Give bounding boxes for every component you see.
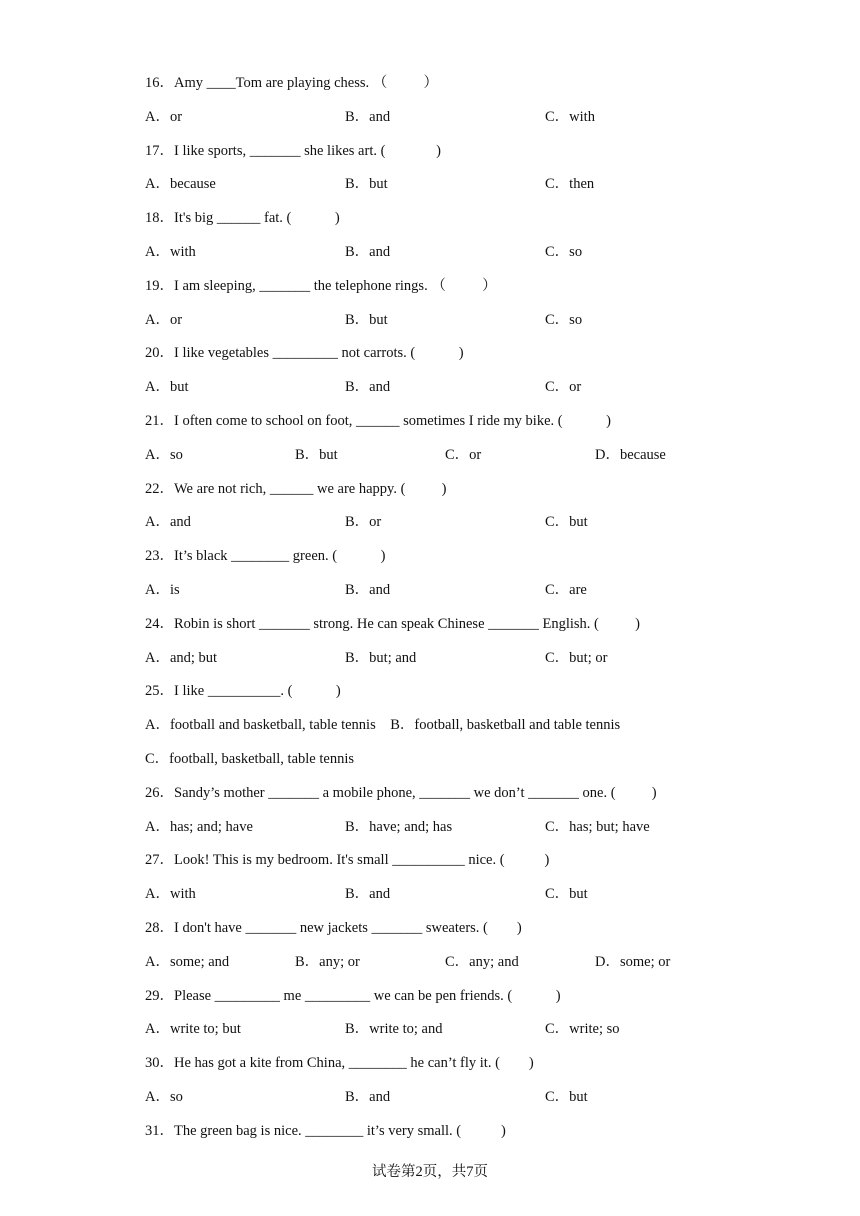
answer-option: C．but	[545, 1089, 588, 1105]
answer-option: A．but	[145, 379, 189, 396]
answer-option: A．has; and; have	[145, 818, 253, 835]
answer-option-line: A．football and basketball, table tennis B．football, basketball and table tennis	[145, 717, 621, 734]
answer-option: C．then	[545, 176, 595, 193]
question-stem: 25．I like __________. ( )	[145, 683, 341, 700]
question-stem: 29．Please _________ me _________ we can be pen friends. ( )	[145, 987, 561, 1004]
question-stem: 26．Sandy’s mother _______ a mobile phone, _______ we don’t _______ one. ( )	[145, 784, 657, 801]
page-footer: 试卷第2页，共7页	[372, 1164, 488, 1180]
answer-option: A．with	[145, 886, 196, 903]
question-stem: 19．I am sleeping, _______ the telephone rings. （ ）	[145, 277, 497, 294]
question-stem: 18．It's big ______ fat. ( )	[145, 210, 340, 227]
answer-option: B．or	[345, 514, 382, 531]
answer-option: A．with	[145, 244, 196, 260]
question-stem: 23．It’s black ________ green. ( )	[145, 548, 386, 565]
question-stem: 28．I don't have _______ new jackets _______ sweaters. ( )	[145, 920, 522, 936]
answer-option: A．some; and	[145, 953, 230, 970]
answer-option: B．but	[295, 446, 338, 463]
answer-option-line: C．football, basketball, table tennis	[145, 751, 354, 767]
answer-option: B．but; and	[345, 649, 417, 666]
answer-option: A．because	[145, 176, 216, 193]
question-stem: 20．I like vegetables _________ not carrots. ( )	[145, 345, 464, 362]
answer-option: A．and	[145, 514, 191, 531]
question-stem: 27．Look! This is my bedroom. It's small __________ nice. ( )	[145, 852, 550, 869]
answer-option: B．and	[345, 108, 391, 125]
answer-option: A．write to; but	[145, 1021, 241, 1038]
answer-option: A．and; but	[145, 649, 218, 666]
answer-option: C．or	[445, 446, 482, 463]
answer-option: C．but	[545, 886, 588, 903]
question-stem: 24．Robin is short _______ strong. He can speak Chinese _______ English. ( )	[145, 615, 640, 632]
answer-option: C．so	[545, 311, 583, 328]
answer-option: A．so	[145, 446, 183, 463]
answer-option: B．and	[345, 379, 391, 396]
answer-option: C．but; or	[545, 649, 608, 666]
answer-option: B．have; and; has	[345, 818, 453, 835]
question-stem: 17．I like sports, _______ she likes art. ( )	[145, 142, 442, 159]
answer-option: B．and	[345, 582, 391, 598]
answer-option: A．or	[145, 108, 183, 125]
answer-option: A．or	[145, 311, 183, 328]
answer-option: C．with	[545, 108, 595, 125]
answer-option: D．some; or	[595, 953, 671, 970]
question-stem: 16．Amy ____Tom are playing chess. （ ）	[145, 75, 438, 91]
answer-option: B．but	[345, 176, 388, 193]
question-stem: 22．We are not rich, ______ we are happy. ( )	[145, 480, 447, 497]
answer-option: B．any; or	[295, 953, 360, 970]
answer-option: D．because	[595, 446, 666, 463]
question-stem: 30．He has got a kite from China, ________ he can’t fly it. ( )	[145, 1055, 534, 1072]
answer-option: C．or	[545, 379, 582, 396]
question-stem: 31．The green bag is nice. ________ it’s very small. ( )	[145, 1122, 506, 1139]
answer-option: C．but	[545, 514, 588, 531]
answer-option: C．write; so	[545, 1021, 620, 1038]
answer-option: C．any; and	[445, 953, 519, 970]
answer-option: B．and	[345, 1089, 391, 1105]
answer-option: A．so	[145, 1089, 183, 1105]
answer-option: B．and	[345, 886, 391, 903]
question-stem: 21．I often come to school on foot, ______ sometimes I ride my bike. ( )	[145, 413, 611, 429]
answer-option: B．and	[345, 244, 391, 260]
answer-option: A．is	[145, 582, 180, 598]
answer-option: C．so	[545, 244, 583, 260]
answer-option: C．are	[545, 582, 587, 598]
answer-option: C．has; but; have	[545, 818, 650, 835]
answer-option: B．but	[345, 311, 388, 328]
answer-option: B．write to; and	[345, 1021, 443, 1038]
